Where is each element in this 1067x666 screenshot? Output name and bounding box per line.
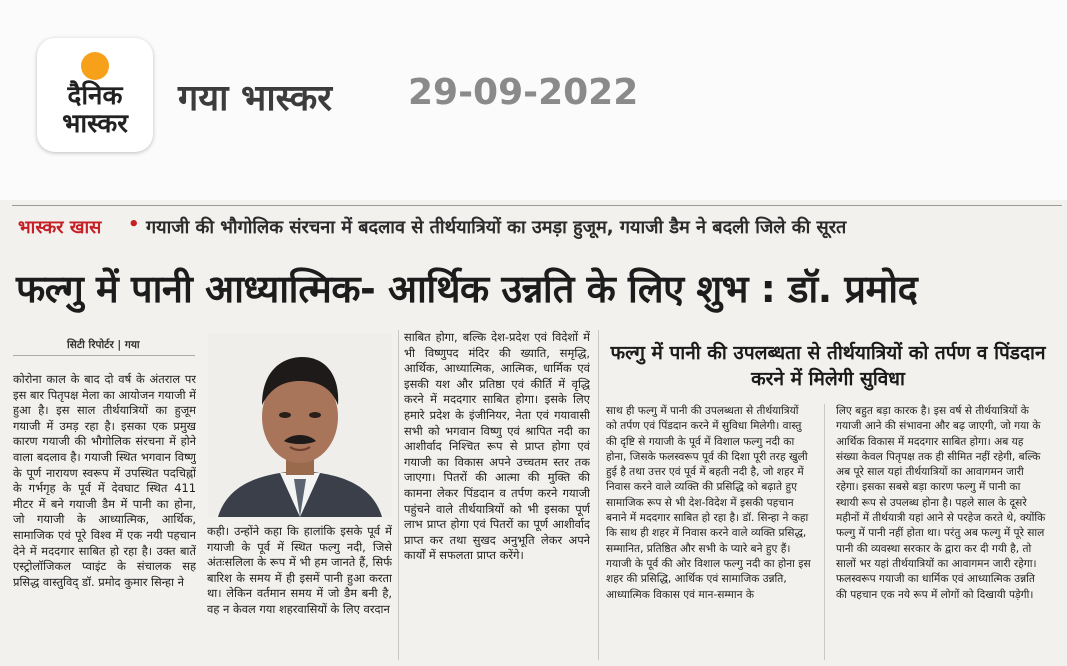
article-column-3: साबित होगा, बल्कि देश-प्रदेश एवं विदेशों में भी विष्णुपद मंदिर की ख्याति, समृद्धि, आर्थिक, आध्यात्मिक, आत्मिक, धार्मिक एवं इसकी यश और प्रतिष्ठा एवं कीर्ति में वृद्धि करने में मददगार साबित होगा। इसके लिए हमारे प्रदेश के इंजीनियर, नेता एवं गयावासी सभी को भगवान विष्णु एवं श्रापित नदी का आशीर्वाद निश्चित रूप से प्राप्त होगा एवं गयाजी का विकास अपने उच्चतम स्तर तक जाएगा। पितरों की आत्मा की मुक्ति की कामना लेकर पिंडदान व तर्पण करने गयाजी पहुंचने वाले तीर्थयात्रियों को भी इसका पूर्ण लाभ प्राप्त होगा एवं पितरों का पूर्ण आशीर्वाद प्राप्त कर तथा सुखद अनुभूति लेकर अपने कार्यों में सफलता प्राप्त करेंगे। [404,330,590,563]
logo-text-line1: दैनिक [67,81,123,111]
top-rule [12,205,1062,206]
column-divider [824,404,825,660]
byline: सिटी रिपोर्टर | गया [67,339,140,351]
kicker-bullet: • [128,214,140,235]
kicker-text: गयाजी की भौगोलिक संरचना में बदलाव से तीर्थयात्रियों का उमड़ा हुजूम, गयाजी डैम ने बदली जिले की सूरत [146,217,847,238]
publication-date: 29-09-2022 [408,72,639,113]
article-headline: फल्गु में पानी आध्यात्मिक- आर्थिक उन्नति के लिए शुभ : डॉ. प्रमोद [16,267,918,311]
article-subheading: फल्गु में पानी की उपलब्धता से तीर्थयात्रियों को तर्पण व पिंडदान करने में मिलेगी सुविधा [610,342,1046,390]
logo-text-line2: भास्कर [62,109,128,139]
kicker-label: भास्कर खास [18,217,102,238]
edition-title: गया भास्कर [178,78,333,119]
article-column-4: साथ ही फल्गु में पानी की उपलब्धता से तीर्थयात्रियों को तर्पण एवं पिंडदान करने में सुविधा मिलेगी। वास्तु की दृष्टि से गयाजी के पूर्व में विशाल फल्गु नदी का होना, जिसके फलस्वरूप पूर्व की दिशा पूरी तरह खुली हुई है तथा उत्तर एवं पूर्व में बहती नदी है, जो शहर में निवास करने वाले व्यक्ति की प्रसिद्धि को बढ़ाते हुए सामाजिक रूप से भी देश-विदेश में इसकी पहचान बनाने में मददगार साबित हो रहा है। डॉ. सिन्हा ने कहा कि साथ ही शहर में निवास करने वाले व्यक्ति प्रसिद्ध, सम्मानित, प्रतिष्ठित और सभी के प्यारे बने हुए हैं। गयाजी के पूर्व की ओर विशाल फल्गु नदी का होना इस शहर की प्रसिद्धि, आर्थिक एवं सामाजिक उन्नति, आध्यात्मिक विकास एवं मान-सम्मान के [606,405,811,601]
author-photo [208,333,392,517]
portrait-illustration [208,333,392,517]
article-column-2: कही। उन्होंने कहा कि हालांकि इसके पूर्व में गयाजी के पूर्व में स्थित फल्गु नदी, जिसे अंतःसलिला के रूप में भी हम जानते हैं, सिर्फ बारिश के समय में ही इसमें पानी हुआ करता था। लेकिन वर्तमान समय में जो डैम बनी है, वह न केवल गया शहरवासियों के लिए वरदान [207,524,392,616]
article-column-5: लिए बहुत बड़ा कारक है। इस वर्ष से तीर्थयात्रियों के गयाजी आने की संभावना और बढ़ जाएगी, जो गया के आर्थिक विकास में मददगार साबित होगा। अब यह संख्या केवल पितृपक्ष तक ही सीमित नहीं रहेगी, बल्कि अब पूरे साल यहां तीर्थयात्रियों का आवागमन जारी रहेगा। इसका सबसे बड़ा कारण फल्गु में पानी का स्थायी रूप से उपलब्ध होना है। पहले साल के दूसरे महीनों में तीर्थयात्री यहां आने से परहेज करते थे, क्योंकि फल्गु में पानी नहीं होता था। परंतु अब फल्गु में पूरे साल पानी की व्यवस्था सरकार के द्वारा कर दी गयी है, तो सालों भर यहां तीर्थयात्रियों का आवागमन जारी रहेगा। फलस्वरूप गयाजी का धार्मिक एवं आध्यात्मिक उन्नति की पहचान एक नये रूप में लोगों को दिखायी पड़ेगी। [836,405,1046,601]
logo-sun-icon [81,52,109,80]
byline-divider [13,355,195,356]
article-column-1: कोरोना काल के बाद दो वर्ष के अंतराल पर इस बार पितृपक्ष मेला का आयोजन गयाजी में हुआ है। इस साल तीर्थयात्रियों का हुजूम गयाजी में उमड़ रहा है। इसका एक प्रमुख कारण गयाजी की भौगोलिक संरचना में होने वाला बदलाव है। गयाजी स्थित भगवान विष्णु के पूर्ण नारायण स्वरूप में उपस्थित पदचिह्नों के गर्भगृह के पूर्व में देवघाट स्थित 411 मीटर में बने गयाजी डैम में पानी का होना, जो गयाजी के आध्यात्मिक, आर्थिक, सामाजिक एवं पूरे विश्व में एक नयी पहचान देने में मददगार साबित हो रहा है। उक्त बातें एस्ट्रोलॉजिकल प्वाइंट के संचालक सह प्रसिद्ध वास्तुविद् डॉ. प्रमोद कुमार सिन्हा ने [13,372,196,589]
column-divider [398,330,399,660]
column-divider [598,330,599,660]
dainik-bhaskar-logo [37,38,153,152]
